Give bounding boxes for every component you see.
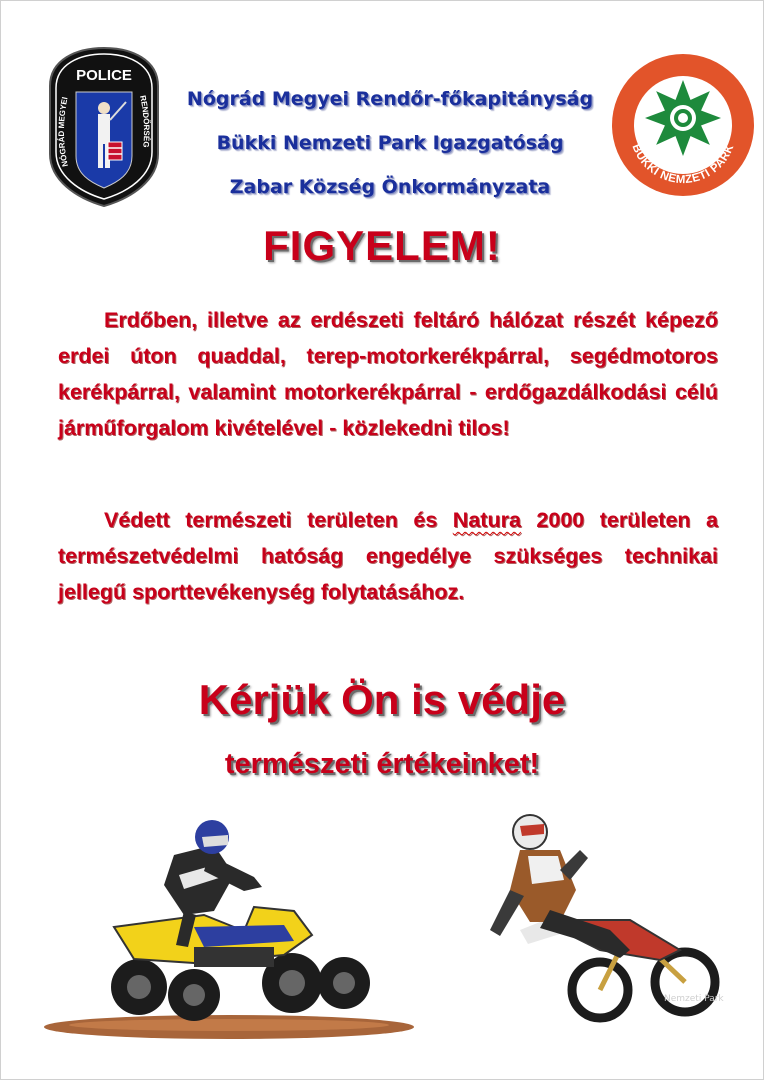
police-badge-title: POLICE — [76, 67, 132, 84]
headline-attention: FIGYELEM! — [263, 222, 501, 269]
motocross-rider-photo — [480, 810, 730, 1025]
header-line-police: Nógrád Megyei Rendőr-főkapitányság — [186, 88, 594, 110]
notice-paragraph-2-text-a: Védett természeti területen és — [104, 508, 453, 532]
park-logo-ring-text: BÜKKI NEMZETI PARK — [629, 142, 737, 187]
header-line-park: Bükki Nemzeti Park Igazgatóság — [216, 132, 564, 154]
notice-paragraph-1-text: Erdőben, illetve az erdészeti feltáró hálózat részét képező erdei úton quaddal, terep-motorkerékpárral, segédmotoros kerékpárral, valamint motorkerékpárral - erdőgazdálkodási célú járműforgalom kivételével - közlekedni tilos! — [58, 308, 718, 440]
quad-rider-photo — [44, 815, 414, 1040]
closing-appeal-sub: természeti értékeinket! — [224, 748, 540, 780]
watermark-text: Nemzeti Park — [664, 994, 724, 1004]
notice-paragraph-2-text-b: 2000 területen a természetvédelmi hatóság engedélye szükséges technikai jellegű sporttevékenység folytatásához. — [58, 508, 718, 604]
park-logo — [610, 52, 756, 198]
police-badge-ring-right: RENDŐRSÉG — [138, 94, 152, 148]
natura-spellcheck-word: Natura — [452, 508, 521, 532]
header-institutions — [168, 84, 612, 216]
notice-paragraph-1 — [58, 302, 718, 446]
police-badge-ring-left: NÓGRÁD MEGYEI — [56, 96, 70, 168]
header-line-municipality: Zabar Község Önkormányzata — [229, 176, 551, 198]
flower-icon — [645, 80, 721, 156]
closing-appeal: Kérjük Ön is védje — [198, 676, 566, 723]
notice-paragraph-2 — [58, 502, 718, 610]
police-badge-logo — [46, 46, 162, 208]
